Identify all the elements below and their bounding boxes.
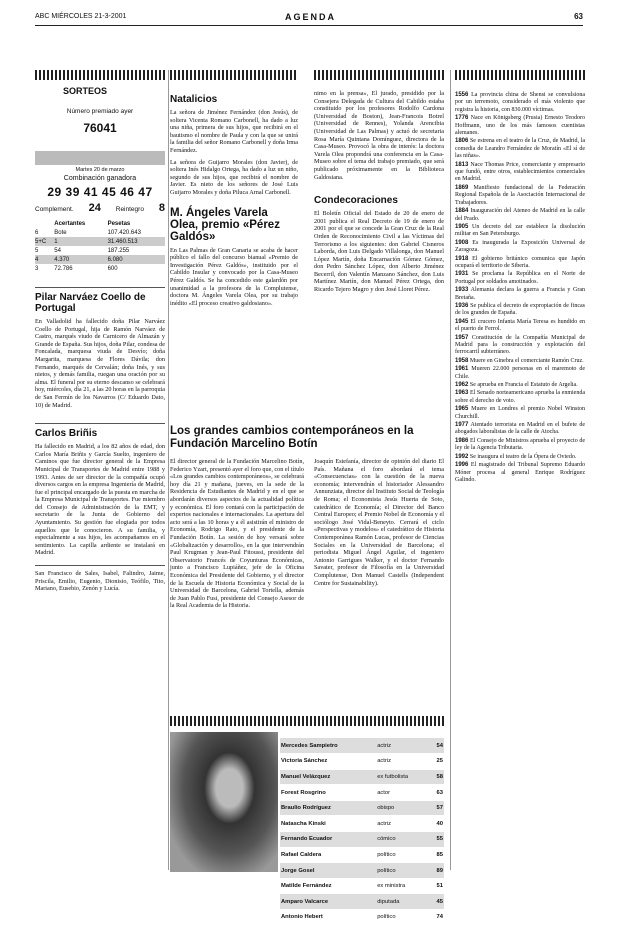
pilar-text: En Valladolid ha fallecido doña Pilar Narváez Coello de Portugal, hija de Ramón Narváez de Castro, marqués viudo de Carnicero de Almazán y Grande de España. Sus hijos, doña Pilar, condesa de Foncalada, marquesa viuda de Desvío; doña Margarita, marquesa de Flores Dávila; don Fernando, marqués de Cervalán; doña Inés, y sus nietos, y demás familia, ruegan una oración por su alma. El funeral por su eterno descanso se celebrará hoy, miércoles, día 21, a las 20 horas en la parroquia de San Fermín de los Navarros (C/ Eduardo Dato, 10) de Madrid. xyxy=(35,318,166,409)
efemeride-year: 1986 xyxy=(455,437,469,444)
cumpleanos-row: Braulio Rodríguez obispo 57 xyxy=(280,800,444,816)
efemeride-year: 1556 xyxy=(455,92,469,98)
header-date: ABC MIÉRCOLES 21-3-2001 xyxy=(35,13,127,20)
botin-column-1 xyxy=(170,458,304,610)
cumpleanos-table xyxy=(280,738,444,926)
efemerides-list xyxy=(455,92,585,484)
cumpleanos-row: Amparo Valcarce diputada 45 xyxy=(280,894,444,910)
efemeride-year: 1813 xyxy=(455,161,469,168)
olea-heading: M. Ángeles Varela Olea, premio «Pérez Galdós» xyxy=(170,206,280,243)
loto-banner xyxy=(35,151,165,165)
efemeride-year: 1962 xyxy=(455,382,469,389)
cumpleanos-row: Mercedes Sampietro actriz 54 xyxy=(280,738,444,754)
sorteos-title: SORTEOS xyxy=(63,86,108,96)
sorteo-caption: Número premiado ayer xyxy=(66,108,134,115)
prize-table-header: Acertantes Pesetas xyxy=(54,221,131,227)
efemeride-text: El magistrado del Tribunal Supremo Eduardo Móner procesa al general Enrique Rodríguez Galindo. xyxy=(455,462,585,483)
condecoraciones-heading: Condecoraciones xyxy=(314,195,398,207)
efemeride-entry xyxy=(455,390,585,405)
cumpleanos-row: Natascha Kinski actriz 40 xyxy=(280,816,444,832)
loto-date: Martes 20 de marzo xyxy=(75,167,125,173)
efemeride-entry xyxy=(455,335,585,357)
efemeride-entry xyxy=(455,406,585,421)
column-1 xyxy=(35,70,165,593)
reintegro-label: Reintegro xyxy=(115,206,144,213)
prize-row: 4 4.370 6.080 xyxy=(35,255,165,264)
efemeride-entry xyxy=(455,319,585,334)
prize-row: 6 Bote 107.420.643 xyxy=(35,229,141,236)
efemeride-year: 1961 xyxy=(455,366,469,373)
efemeride-text: El Consejo de Ministros aprueba el proyecto de ley de la Agencia Tributaria. xyxy=(455,437,585,452)
efemeride-text: Se publica el decreto de expropiación de fincas de los grandes de España. xyxy=(455,302,585,317)
efemeride-text: Se proclama la República en el Norte de Portugal por soldados amotinados. xyxy=(455,271,585,285)
combination-label: Combinación ganadora xyxy=(63,175,137,182)
saints-text: San Francisco de Sales, Isabel, Falindro, Jaime, Priscila, Emilio, Eugenio, Dionisio, Teófilo, Tito, Mariano, Eusebio, Zenón y Lucía. xyxy=(35,565,165,593)
efemeride-text: Inauguración del Ateneo de Madrid en la calle del Prado. xyxy=(455,208,585,222)
efemeride-entry xyxy=(455,240,585,255)
carlos-text: Ha fallecido en Madrid, a los 82 años de edad, don Carlos María Briñis y García Suelto, ingeniero de Caminos que fue director general de la Empresa Municipal de Transportes de Madrid entre 1988 y 1993. Antes de ser director de la compañía ocupó diversos cargos en la empresa Ingeniería de Madrid, fue el principal encargado de la puesta en marcha de la Empresa Municipal de Transportes. Fue miembro del Consejo de Administración de la EMT, y secretario de la Junta de Gobierno del Ayuntamiento. Su gestión fue elogiada por todos aquellos que le conocieron. A su familia, y especialmente a sus hijos, les acompañamos en el sentimiento. La capilla ardiente se instalará en Madrid. xyxy=(35,443,165,557)
column-3-stripe xyxy=(314,70,444,80)
carlos-heading: Carlos Briñis xyxy=(35,423,165,439)
natalicios-heading: Natalicios xyxy=(170,94,218,105)
jurado-text: nimo en la prensa», El jurado, presidido por la Consejera Delegada de Cultura del Cabildo estaba constituido por los profesores Rodolfo Cardona (Universidad de Boston), Jean-Francois Botrel (Universidad de Rennes), Yolanda Arencibia (Universidad de Las Palmas) y actuó de secretaria Rosa María Quintana Domínguez, directora de la Casa-Museo. Provocó la obra de interés: la doctora Varela Olea propondrá una conferencia en la Casa-Museo sobre el tema del trabajo premiado, que será publicado próximamente en la Biblioteca Galdosiana. xyxy=(314,90,444,181)
sorteo-number: 76041 xyxy=(83,121,117,135)
efemeride-entry xyxy=(455,224,585,239)
efemeride-entry xyxy=(455,256,585,271)
efemerides-stripe xyxy=(455,70,585,80)
cumpleanos-stripe xyxy=(170,716,444,726)
efemeride-year: 1908 xyxy=(455,239,469,246)
olea-text: En Las Palmas de Gran Canaria se acaba de hacer público el fallo del concurso bianual «Premio de Investigación Pérez Galdós», instituido por el Cabildo Insular y convocado por la Casa-Museo Pérez Galdós. Se ha concedido este galardón por unanimidad a la profesora de la Complutense, doctora M. Ángeles Varela Olea, por su trabajo inédito «El proceso creativo galdosiano». xyxy=(170,246,298,307)
efemeride-entry xyxy=(455,358,585,365)
cumpleanos-row: Forest Rosgrino actor 63 xyxy=(280,785,444,801)
column-3 xyxy=(314,70,444,294)
cumpleanos-row: Matilde Fernández ex ministra 51 xyxy=(280,878,444,894)
efemeride-entry xyxy=(455,115,585,137)
efemeride-entry xyxy=(455,303,585,318)
natalicios-stripe xyxy=(170,70,298,80)
efemeride-entry xyxy=(455,462,585,484)
efemeride-entry xyxy=(455,382,585,389)
efemeride-text: Nace Thomas Price, comerciante y empresario que fundó, entre otros, establecimientos comerciales en Madrid. xyxy=(455,161,585,183)
efemeride-entry xyxy=(455,287,585,302)
efemeride-year: 1933 xyxy=(455,287,469,294)
efemeride-year: 1963 xyxy=(455,390,469,397)
efemeride-entry xyxy=(455,92,585,114)
efemeride-text: Muere en Londres el premio Nobel Winston Churchill. xyxy=(455,406,585,420)
prize-table xyxy=(35,220,165,273)
efemeride-text: Se estrena en el teatro de la Cruz, de Madrid, la comedia de Leandro Fernández de Moratín «El sí de las niñas». xyxy=(455,138,585,160)
efemeride-year: 1957 xyxy=(455,334,469,341)
efemeride-year: 1776 xyxy=(455,115,469,122)
efemeride-text: Se aprueba en Francia el Estatuto de Argelia. xyxy=(468,382,578,389)
efemeride-text: Constitución de la Compañía Municipal de Madrid para la construcción y explotación del ferrocarril subterráneo. xyxy=(455,334,585,356)
column-2 xyxy=(170,70,298,307)
botin-text-2: Joaquín Estefanía, director de opinión del diario El País. Mañana el foro abordará el tema «Consecuencias» con la cuestión de la nueva economía; intervendrán el historiador Alessandro Annunziata, director del Instituto Social de Teología de Roma; el Economista Jesús Huerta de Soto, catedrático de Economía; el Director del Banco Central Europeo; el Premio Nobel de Economía y el sociólogo José Vidal-Beneyto. Cerrará el ciclo «Perspectivas y modelos» el catedrático de Historia Contemporánea Ramón Lucas, profesor de Ciencias Sociales en la Universidad de Barcelona; el periodista Miguel Ángel Aguilar, el ingeniero Antonio Garrigues Walker, y el doctor Fernando Savater, profesor de Filosofía en la Universidad Complutense, Don Manuel Castells (Independent Centre for Sustainability). xyxy=(314,458,444,587)
efemeride-year: 1945 xyxy=(455,318,469,325)
condecoraciones-text: El Boletín Oficial del Estado de 20 de enero de 2001 publica el Real Decreto de 19 de enero de 2001 por el que se concede la Gran Cruz de la Real Orden de Reconocimiento Civil a las Víctimas del Terrorismo a los siguientes: don Gabriel Cisneros Laborda, don Luis Delgado Villalonga, don Manuel López Martín, doña Encarnación Gómez Gómez, don Pedro Sánchez López, don Alberto Jiménez Becerril, don Valentín Manzano Sánchez, don Luis Martínez Martín, don Manuel Pérez Ortega, don Ricardo Tejero Magro y don José Lloret Pérez. xyxy=(314,210,444,294)
efemeride-year: 1918 xyxy=(455,255,469,262)
botin-column-2 xyxy=(314,458,444,587)
cumpleanos-row: Victoria Sánchez actriz 25 xyxy=(280,754,444,770)
efemeride-text: Mueren 22.000 personas en el maremoto de Chile. xyxy=(455,366,585,380)
complementary-label: Complement. xyxy=(35,206,74,213)
portrait-photo xyxy=(170,732,278,872)
prize-row: 5+C 1 31.460.513 xyxy=(35,237,165,246)
cumpleanos-row: Fernando Ecuador cómico 55 xyxy=(280,832,444,848)
complementary-value: 24 xyxy=(88,202,101,214)
efemeride-text: El crucero Infanta María Teresa es hundido en el puerto de Ferrol. xyxy=(455,318,585,333)
natalicios-text-1: La señora de Jiménez Fernández (don Jesús), de soltera Vicenta Romano Carbonell, ha dado a luz una niña, primera de sus hijos, que recibirá en el bautismo el nombre de Paula y con la que se unirá la familia del señor Romano Carbonell y doña Irma Fernández. xyxy=(170,109,298,154)
efemeride-text: Es inaugurada la Exposición Universal de Zaragoza. xyxy=(455,239,585,254)
cumpleanos-row: Manuel Velázquez ex futbolista 58 xyxy=(280,769,444,785)
efemeride-text: Manifiesto fundacional de la Federación Regional Española de la Asociación Internacional de Trabajadores. xyxy=(455,184,585,206)
column-4 xyxy=(455,70,585,485)
efemeride-year: 1931 xyxy=(455,271,469,278)
efemeride-text: Alemania declara la guerra a Francia y Gran Bretaña. xyxy=(455,287,585,301)
column-divider xyxy=(168,70,169,870)
prize-row: 3 72.786 600 xyxy=(35,265,118,272)
prize-row: 5 54 187.255 xyxy=(35,247,130,254)
efemeride-year: 1996 xyxy=(455,462,469,469)
efemeride-entry xyxy=(455,162,585,184)
efemeride-entry xyxy=(455,422,585,437)
reintegro-value: 8 xyxy=(158,202,165,214)
column-divider xyxy=(450,70,451,870)
efemeride-year: 1977 xyxy=(455,422,469,429)
efemeride-text: La provincia china de Shensi se convulsiona por un terremoto, considerado el más violento que registra la historia, con 830.000 víctimas. xyxy=(455,92,585,113)
page-header xyxy=(35,12,583,26)
header-section: AGENDA xyxy=(285,12,337,22)
efemeride-year: 1936 xyxy=(455,302,469,309)
efemeride-year: 1884 xyxy=(455,208,469,215)
botin-heading: Los grandes cambios contemporáneos en la Fundación Marcelino Botín xyxy=(170,425,414,450)
efemeride-entry xyxy=(455,271,585,286)
efemeride-text: El gobierno británico comunica que Japón ocupará el territorio de Siberia. xyxy=(455,255,585,269)
efemeride-text: El Senado norteamericano aprueba la enmienda sobre el derecho de voto. xyxy=(455,390,585,404)
efemeride-text: Nace en Königsberg (Prusia) Ernesto Teodoro Hoffmann, uno de los más famosos cuentistas alemanes. xyxy=(455,115,585,137)
efemeride-text: Un decreto del zar establece la disolución militar en San Petersburgo. xyxy=(455,223,585,238)
natalicios-text-2: La señora de Guijarro Morales (don Javier), de soltera Inés Hidalgo Ortega, ha dado a luz un niño, segundo de sus hijos, que recibirá el nombre de Javier. Es nieto de los señores de José Luis Guijarro Morales y doña Piluca Arnal Carbonell. xyxy=(170,158,298,196)
efemeride-entry xyxy=(455,438,585,453)
cumpleanos-row: Jorge Gosel político 89 xyxy=(280,863,444,879)
pilar-heading: Pilar Narváez Coello de Portugal xyxy=(35,287,165,314)
efemeride-text: Se inaugura el teatro de la Ópera de Oviedo. xyxy=(468,453,577,460)
winning-numbers: 29 39 41 45 46 47 xyxy=(47,185,153,199)
loto-extras xyxy=(35,202,165,214)
cumpleanos-row: Rafael Caldera político 85 xyxy=(280,847,444,863)
efemeride-year: 1806 xyxy=(455,138,469,145)
cumpleanos-row: Antonio Hebert político 74 xyxy=(280,910,444,926)
page-number: 63 xyxy=(574,12,583,21)
efemeride-text: Atentado terrorista en Madrid en el bufete de abogados laboralistas de la calle de Atocha. xyxy=(455,422,585,436)
efemeride-year: 1965 xyxy=(455,406,469,413)
efemeride-year: 1992 xyxy=(455,453,469,460)
efemeride-entry xyxy=(455,185,585,207)
efemeride-entry xyxy=(455,138,585,160)
efemeride-year: 1869 xyxy=(455,184,469,191)
efemeride-year: 1958 xyxy=(455,357,469,364)
efemeride-entry xyxy=(455,208,585,223)
botin-text-1: El director general de la Fundación Marcelino Botín, Federico Yzart, presentó ayer el foro que, con el título «Los grandes cambios contemporáneos», se celebrará hoy día 21 y mañana, jueves, en la sede de la Residencia de Estudiantes de Madrid y en el que se abordarán diversos aspectos de la actualidad política y económica. El foro contará con la participación de expertos nacionales e internacionales. La apertura del acto será a las 10 horas y a él asistirán el ministro de Economía, Rodrigo Rato, y el presidente de la Fundación Botín. La sesión de hoy versará sobre «Globalización y desarrollo», en la que intervendrán Paul Krugman y Jean-Paul Fitoussi, presidente del Observatorio Francés de Coyunturas Económicas, junto a Francisco Lupiáñez, jefe de la Oficina Económica del Presidente del Gobierno, y el director de la Escuela de Historia Económica y Social de la Universidad de Barcelona, Gabriel Tortella, además de Juan Pablo Fusi, presidente del Consejo Asesor de la Real Academia de la Historia. xyxy=(170,458,304,610)
sorteos-stripe xyxy=(35,70,165,80)
efemeride-year: 1905 xyxy=(455,223,469,230)
efemeride-entry xyxy=(455,366,585,381)
efemeride-entry xyxy=(455,454,585,461)
efemeride-text: Muere en Ginebra el comerciante Ramón Cruz. xyxy=(468,357,584,364)
